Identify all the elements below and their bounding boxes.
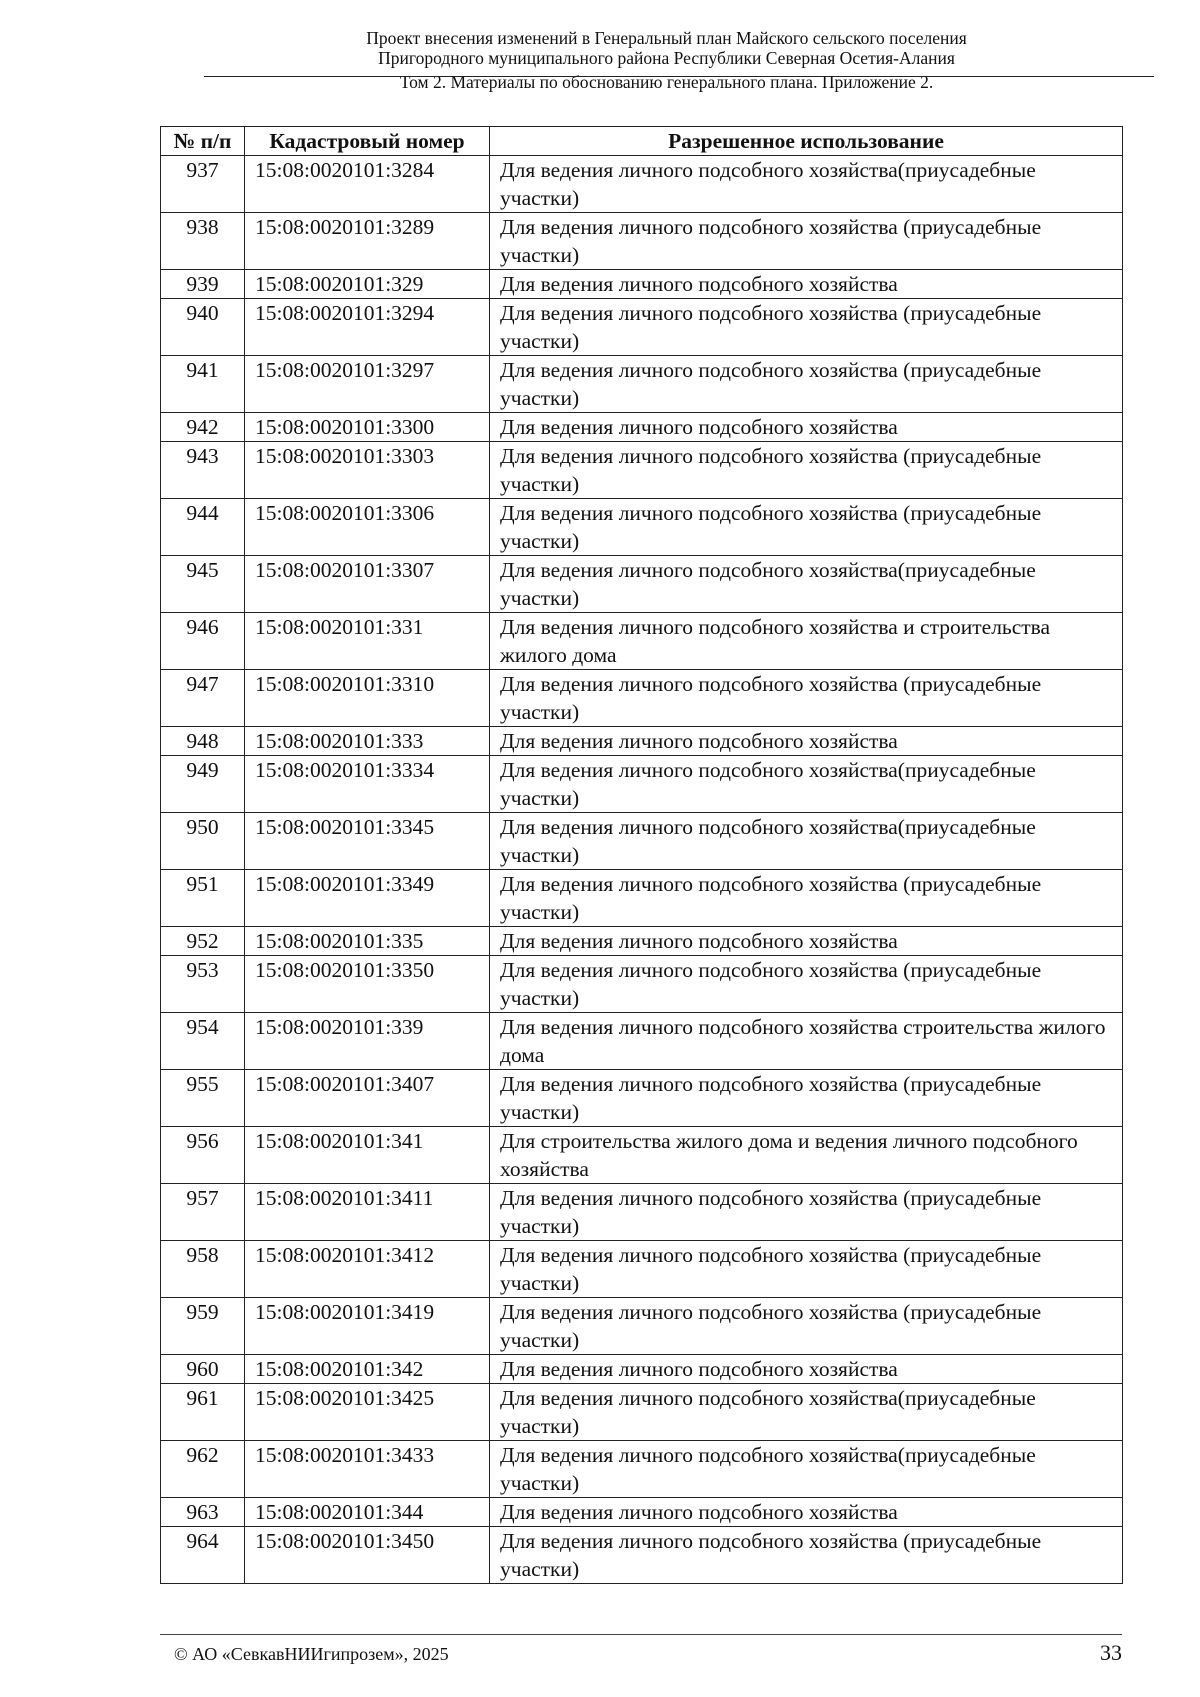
cell-cadastral-number: 15:08:0020101:3294 bbox=[245, 299, 490, 356]
cell-permitted-use: Для ведения личного подсобного хозяйства (приусадебные участки) bbox=[490, 1241, 1123, 1298]
cell-cadastral-number: 15:08:0020101:3350 bbox=[245, 956, 490, 1013]
cell-permitted-use: Для ведения личного подсобного хозяйства (приусадебные участки) bbox=[490, 1070, 1123, 1127]
cell-permitted-use: Для ведения личного подсобного хозяйства bbox=[490, 727, 1123, 756]
header-divider bbox=[204, 76, 1154, 77]
cell-number: 951 bbox=[161, 870, 245, 927]
cell-number: 955 bbox=[161, 1070, 245, 1127]
cell-permitted-use: Для ведения личного подсобного хозяйства bbox=[490, 927, 1123, 956]
cell-permitted-use: Для ведения личного подсобного хозяйства (приусадебные участки) bbox=[490, 299, 1123, 356]
table-row bbox=[161, 727, 1123, 756]
cell-permitted-use: Для ведения личного подсобного хозяйства (приусадебные участки) bbox=[490, 213, 1123, 270]
cell-number: 945 bbox=[161, 556, 245, 613]
cell-number: 938 bbox=[161, 213, 245, 270]
header-title-line2: Пригородного муниципального района Республики Северная Осетия-Алания bbox=[378, 48, 955, 68]
table-row bbox=[161, 299, 1123, 356]
table-row bbox=[161, 756, 1123, 813]
cell-permitted-use: Для строительства жилого дома и ведения личного подсобного хозяйства bbox=[490, 1127, 1123, 1184]
cell-number: 948 bbox=[161, 727, 245, 756]
table-row bbox=[161, 556, 1123, 613]
cell-permitted-use: Для ведения личного подсобного хозяйства(приусадебные участки) bbox=[490, 1384, 1123, 1441]
cell-cadastral-number: 15:08:0020101:3310 bbox=[245, 670, 490, 727]
cell-cadastral-number: 15:08:0020101:333 bbox=[245, 727, 490, 756]
footer-divider bbox=[160, 1634, 1122, 1635]
cell-number: 953 bbox=[161, 956, 245, 1013]
table-row bbox=[161, 1070, 1123, 1127]
cell-cadastral-number: 15:08:0020101:3450 bbox=[245, 1527, 490, 1584]
column-header-number: № п/п bbox=[161, 127, 245, 156]
table-row bbox=[161, 670, 1123, 727]
cell-cadastral-number: 15:08:0020101:3306 bbox=[245, 499, 490, 556]
cell-permitted-use: Для ведения личного подсобного хозяйства (приусадебные участки) bbox=[490, 870, 1123, 927]
cell-cadastral-number: 15:08:0020101:3289 bbox=[245, 213, 490, 270]
cell-permitted-use: Для ведения личного подсобного хозяйства(приусадебные участки) bbox=[490, 156, 1123, 213]
cell-permitted-use: Для ведения личного подсобного хозяйства (приусадебные участки) bbox=[490, 1298, 1123, 1355]
table-row bbox=[161, 270, 1123, 299]
cell-permitted-use: Для ведения личного подсобного хозяйства bbox=[490, 270, 1123, 299]
cell-number: 941 bbox=[161, 356, 245, 413]
page-number: 33 bbox=[1100, 1640, 1122, 1665]
table-row bbox=[161, 1384, 1123, 1441]
cell-cadastral-number: 15:08:0020101:344 bbox=[245, 1498, 490, 1527]
cell-cadastral-number: 15:08:0020101:342 bbox=[245, 1355, 490, 1384]
cell-number: 962 bbox=[161, 1441, 245, 1498]
cell-cadastral-number: 15:08:0020101:3411 bbox=[245, 1184, 490, 1241]
table-row bbox=[161, 613, 1123, 670]
cell-permitted-use: Для ведения личного подсобного хозяйства (приусадебные участки) bbox=[490, 1184, 1123, 1241]
cell-cadastral-number: 15:08:0020101:3334 bbox=[245, 756, 490, 813]
page-header bbox=[0, 28, 1200, 92]
cell-number: 937 bbox=[161, 156, 245, 213]
cell-number: 952 bbox=[161, 927, 245, 956]
cell-cadastral-number: 15:08:0020101:3412 bbox=[245, 1241, 490, 1298]
cell-cadastral-number: 15:08:0020101:3300 bbox=[245, 413, 490, 442]
header-subtitle: Том 2. Материалы по обоснованию генерального плана. Приложение 2. bbox=[399, 72, 934, 92]
cell-permitted-use: Для ведения личного подсобного хозяйства(приусадебные участки) bbox=[490, 1441, 1123, 1498]
cell-permitted-use: Для ведения личного подсобного хозяйства строительства жилого дома bbox=[490, 1013, 1123, 1070]
cell-number: 947 bbox=[161, 670, 245, 727]
cell-cadastral-number: 15:08:0020101:3303 bbox=[245, 442, 490, 499]
cell-cadastral-number: 15:08:0020101:3425 bbox=[245, 1384, 490, 1441]
cell-permitted-use: Для ведения личного подсобного хозяйства (приусадебные участки) bbox=[490, 442, 1123, 499]
cell-permitted-use: Для ведения личного подсобного хозяйства bbox=[490, 1498, 1123, 1527]
cell-cadastral-number: 15:08:0020101:3284 bbox=[245, 156, 490, 213]
table-row bbox=[161, 156, 1123, 213]
table-row bbox=[161, 413, 1123, 442]
cell-cadastral-number: 15:08:0020101:335 bbox=[245, 927, 490, 956]
table-row bbox=[161, 870, 1123, 927]
table-header-row bbox=[161, 127, 1123, 156]
cell-cadastral-number: 15:08:0020101:331 bbox=[245, 613, 490, 670]
cell-number: 954 bbox=[161, 1013, 245, 1070]
table-row bbox=[161, 1241, 1123, 1298]
cell-cadastral-number: 15:08:0020101:3433 bbox=[245, 1441, 490, 1498]
table-row bbox=[161, 356, 1123, 413]
table-row bbox=[161, 1355, 1123, 1384]
cell-number: 946 bbox=[161, 613, 245, 670]
cell-number: 961 bbox=[161, 1384, 245, 1441]
cell-number: 942 bbox=[161, 413, 245, 442]
cell-number: 959 bbox=[161, 1298, 245, 1355]
table-row bbox=[161, 1527, 1123, 1584]
table-row bbox=[161, 1184, 1123, 1241]
cell-number: 940 bbox=[161, 299, 245, 356]
cell-permitted-use: Для ведения личного подсобного хозяйства bbox=[490, 1355, 1123, 1384]
cell-number: 956 bbox=[161, 1127, 245, 1184]
cell-number: 943 bbox=[161, 442, 245, 499]
table-row bbox=[161, 499, 1123, 556]
cell-permitted-use: Для ведения личного подсобного хозяйства (приусадебные участки) bbox=[490, 499, 1123, 556]
cell-permitted-use: Для ведения личного подсобного хозяйства (приусадебные участки) bbox=[490, 1527, 1123, 1584]
table-row bbox=[161, 813, 1123, 870]
table-body bbox=[161, 156, 1123, 1584]
footer-copyright: © АО «СевкавНИИгипрозем», 2025 bbox=[174, 1644, 449, 1664]
cell-cadastral-number: 15:08:0020101:3407 bbox=[245, 1070, 490, 1127]
table-row bbox=[161, 1441, 1123, 1498]
table-row bbox=[161, 1498, 1123, 1527]
cell-number: 944 bbox=[161, 499, 245, 556]
cell-cadastral-number: 15:08:0020101:341 bbox=[245, 1127, 490, 1184]
cell-cadastral-number: 15:08:0020101:329 bbox=[245, 270, 490, 299]
cell-number: 960 bbox=[161, 1355, 245, 1384]
column-header-usage: Разрешенное использование bbox=[490, 127, 1123, 156]
cell-permitted-use: Для ведения личного подсобного хозяйства(приусадебные участки) bbox=[490, 556, 1123, 613]
cell-permitted-use: Для ведения личного подсобного хозяйства (приусадебные участки) bbox=[490, 356, 1123, 413]
cell-permitted-use: Для ведения личного подсобного хозяйства(приусадебные участки) bbox=[490, 813, 1123, 870]
cell-number: 958 bbox=[161, 1241, 245, 1298]
cadastral-table bbox=[160, 126, 1123, 1584]
cell-cadastral-number: 15:08:0020101:3345 bbox=[245, 813, 490, 870]
cell-permitted-use: Для ведения личного подсобного хозяйства и строительства жилого дома bbox=[490, 613, 1123, 670]
cell-number: 957 bbox=[161, 1184, 245, 1241]
cell-permitted-use: Для ведения личного подсобного хозяйства (приусадебные участки) bbox=[490, 956, 1123, 1013]
cell-cadastral-number: 15:08:0020101:3297 bbox=[245, 356, 490, 413]
cell-cadastral-number: 15:08:0020101:3349 bbox=[245, 870, 490, 927]
cell-cadastral-number: 15:08:0020101:339 bbox=[245, 1013, 490, 1070]
table-row bbox=[161, 927, 1123, 956]
cell-permitted-use: Для ведения личного подсобного хозяйства bbox=[490, 413, 1123, 442]
cell-number: 964 bbox=[161, 1527, 245, 1584]
header-title-line1: Проект внесения изменений в Генеральный план Майского сельского поселения bbox=[366, 28, 967, 48]
table-row bbox=[161, 442, 1123, 499]
table-row bbox=[161, 1013, 1123, 1070]
table-row bbox=[161, 213, 1123, 270]
table-row bbox=[161, 1298, 1123, 1355]
table-row bbox=[161, 956, 1123, 1013]
cell-number: 950 bbox=[161, 813, 245, 870]
cell-permitted-use: Для ведения личного подсобного хозяйства (приусадебные участки) bbox=[490, 670, 1123, 727]
column-header-cadastral: Кадастровый номер bbox=[245, 127, 490, 156]
cell-cadastral-number: 15:08:0020101:3307 bbox=[245, 556, 490, 613]
cell-cadastral-number: 15:08:0020101:3419 bbox=[245, 1298, 490, 1355]
cell-number: 949 bbox=[161, 756, 245, 813]
cell-number: 963 bbox=[161, 1498, 245, 1527]
cell-permitted-use: Для ведения личного подсобного хозяйства(приусадебные участки) bbox=[490, 756, 1123, 813]
cell-number: 939 bbox=[161, 270, 245, 299]
table-row bbox=[161, 1127, 1123, 1184]
